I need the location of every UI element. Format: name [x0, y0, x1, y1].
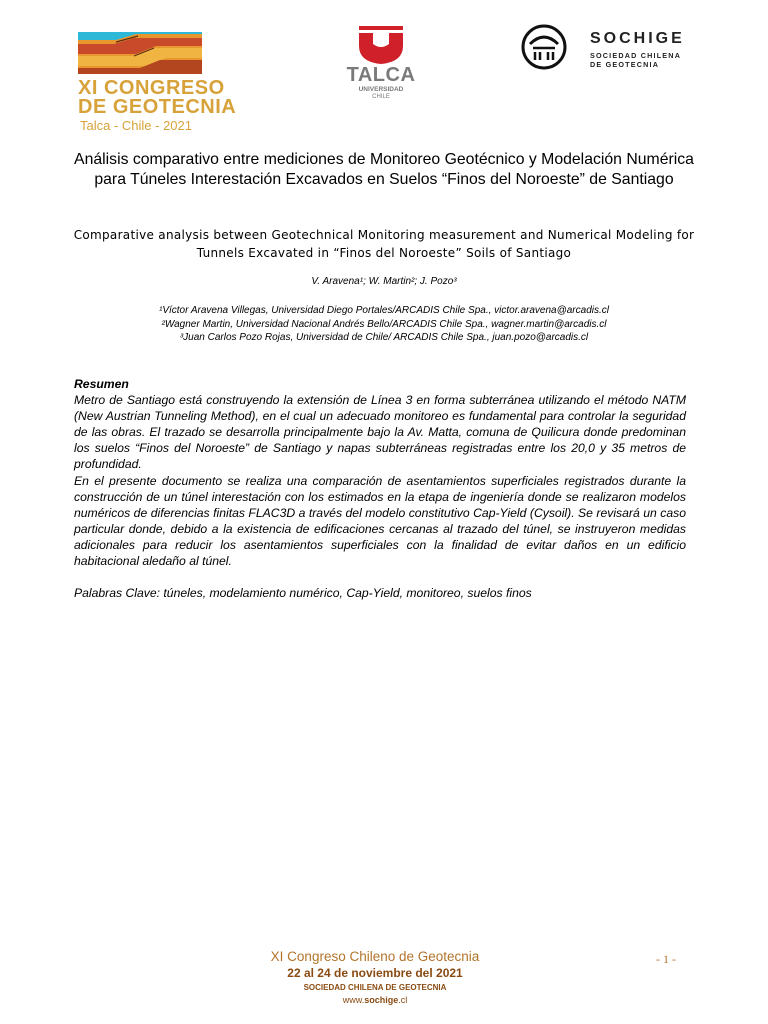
footer-web-suffix: .cl — [398, 995, 408, 1005]
abstract-paragraph-1: Metro de Santiago está construyendo la extensión de Línea 3 en forma subterránea utilizando el método NATM (New Austrian Tunneling Method), en el cual un adecuado monitoreo es fundamental para controlar la seguridad de las obras. El trazado se desarrolla principalmente bajo la Av. Matta, comuna de Quilicura donde predominan los suelos “Finos del Noroeste” de Santiago y napas subterráneas registradas entre los 20,0 y 35 metros de profundidad. — [74, 393, 686, 472]
paper-title-english: Comparative analysis between Geotechnical Monitoring measurement and Numerical Modeling for Tunnels Excavated in “Finos del Noroeste” Soils of Santiago — [73, 228, 695, 260]
affiliation-2: ²Wagner Martin, Universidad Nacional Andrés Bello/ARCADIS Chile Spa., wagner.martin@arcadis.cl — [161, 318, 607, 330]
footer-congress-title: XI Congreso Chileno de Geotecnia — [270, 949, 480, 964]
talca-shield-icon — [345, 24, 417, 66]
sochige-emblem-icon — [520, 24, 576, 70]
page-number: - 1 - — [656, 952, 676, 966]
affiliation-3: ³Juan Carlos Pozo Rojas, Universidad de Chile/ ARCADIS Chile Spa., juan.pozo@arcadis.cl — [179, 332, 589, 343]
footer-web-prefix: www. — [342, 995, 365, 1005]
talca-logo-name: TALCA — [346, 64, 416, 86]
congreso-logo-line3: Talca - Chile - 2021 — [80, 118, 192, 133]
footer-website-link[interactable] — [0, 995, 750, 1005]
footer-web-bold: sochige — [364, 995, 399, 1005]
footer-dates: 22 al 24 de noviembre del 2021 — [287, 966, 463, 980]
congreso-logo — [76, 30, 237, 133]
affiliation-1: ¹Víctor Aravena Villegas, Universidad Diego Portales/ARCADIS Chile Spa., victor.aravena@arcadis.cl — [159, 305, 609, 316]
affiliations — [60, 304, 708, 345]
sochige-logo — [520, 24, 700, 80]
abstract-heading: Resumen — [74, 377, 129, 391]
sochige-logo-sub1: SOCIEDAD CHILENA — [590, 51, 682, 60]
paper-title-spanish: Análisis comparativo entre mediciones de Monitoreo Geotécnico y Modelación Numérica para Túneles Interestación Excavados en Suelos “Finos del Noroeste” de Santiago — [74, 151, 694, 188]
footer-society: SOCIEDAD CHILENA DE GEOTECNIA — [303, 983, 447, 992]
abstract-section — [74, 376, 686, 601]
congreso-strata-icon — [76, 30, 204, 76]
talca-logo-country: CHILE — [372, 94, 390, 100]
sochige-logo-name: SOCHIGE — [590, 30, 685, 47]
talca-logo — [345, 24, 417, 104]
congreso-logo-line1: XI CONGRESO — [78, 77, 225, 99]
abstract-paragraph-2: En el presente documento se realiza una comparación de asentamientos superficiales registrados durante la construcción de un túnel interestación con los estimados en la etapa de ingeniería donde se realizaron modelos numéricos de diferencias finitas FLAC3D a través del modelo constitutivo Cap-Yield (Cysoil). Se revisará un caso particular donde, debido a la existencia de edificaciones cercanas al trazado del túnel, se instruyeron medidas adicionales para reducir los asentamientos superficiales con la finalidad de evitar daños en un edificio habitacional aledaño al túnel. — [74, 473, 686, 569]
sochige-logo-sub2: DE GEOTECNIA — [590, 60, 660, 69]
keywords: Palabras Clave: túneles, modelamiento numérico, Cap-Yield, monitoreo, suelos finos — [74, 586, 532, 601]
congreso-logo-line2: DE GEOTECNIA — [78, 96, 237, 118]
talca-logo-univ: UNIVERSIDAD — [358, 86, 404, 93]
authors-line: V. Aravena¹; W. Martin²; J. Pozo³ — [311, 276, 457, 287]
